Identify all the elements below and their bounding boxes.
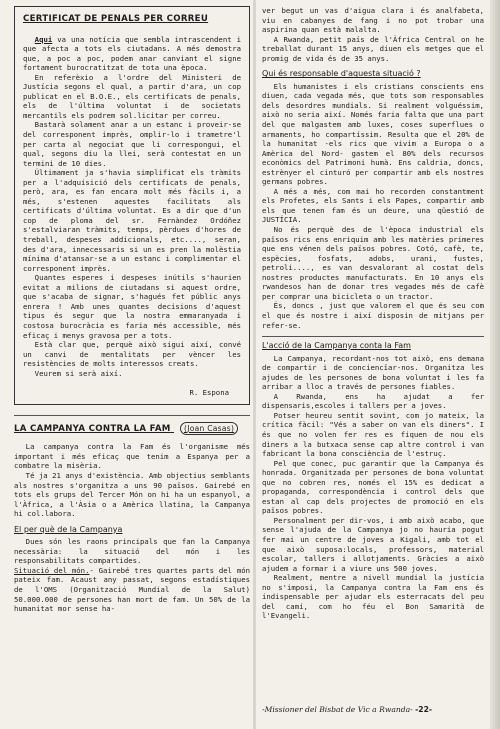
paragraph: Dues són les raons principals que fan la Campanya necessària: la situació del món i les responsabilitats compartides. bbox=[14, 537, 250, 566]
left-column bbox=[14, 6, 250, 614]
paragraph: Està clar que, perquè això sigui així, convé un canvi de mentalitats per vèncer les resistències de molts interessos creats. bbox=[23, 340, 241, 369]
paragraph: Pel que conec, puc garantir que la Campanya és honrada. Organitzada per persones de bona voluntat que no cobren res, només el 15% es dedicat a propaganda, correspondència i control dels que estan al cap dels projectes de promoció en els països pobres. bbox=[262, 458, 484, 516]
article-title bbox=[14, 424, 250, 435]
paragraph bbox=[14, 566, 250, 614]
article-certificat-box bbox=[14, 6, 250, 405]
author-name: Joan Casas bbox=[187, 423, 231, 433]
paragraph bbox=[23, 35, 241, 73]
paragraph: A Rwanda, ens ha ajudat a fer dispensaris,escoles i tallers per a joves. bbox=[262, 391, 484, 411]
paragraph: Els humanistes i els cristians conscients ens diuen, cada vegada més, que tots som responsables dels desordres mundials. Si realment volguéssim, això no seria així. Només faria falta que una part del que malgastem amb luxes, coses superflues o armaments, ho compartíssim. Resulta que el 20% de la humanitat -els rics que vivim a Europa o a Amèrica del Nord- gastem el 80% dels recursos econòmics del Patrimoni humà. Ens caldria, doncs, estrènyer el cinturó per compartir amb els nostres germans pobres. bbox=[262, 81, 484, 187]
paragraph: Personalment per dir-vos, i amb això acabo, que sense l'ajuda de la Campanya jo no hauria pogut fer mai un centre de joves a Kigali, amb tot el que això suposa:locals, professors, material escolar, tallers i allotjaments. Gràcies a això ajudem a formar i a viure uns 500 joves. bbox=[262, 515, 484, 573]
paragraph-text: - Gairebé tres quartes parts del món pateix fam. Acaust any passat, segons estadístiques de l'OMS (Organització Mundial de la Salut) 50.000.000 de persones han mort de fam. Un 50% de la humanitat mor sense ha- bbox=[14, 565, 251, 614]
lead-phrase: Situació del món. bbox=[14, 565, 90, 575]
paragraph: És, doncs , just que valorem el que és seu com el que és nostre i així disposin de mitjans per refer-se. bbox=[262, 301, 484, 330]
paragraph: No és perquè des de l'època industrial els països rics ens enriquim amb les matèries primeres que ens vénen dels països pobres. Cotó, cafè, te, espècies, fosfats, adobs, urani, fustes, petroli...., es van desvalorant al costat dels nostres productes manufacturats. En 10 anys els rwandesos han de donar tres vegades més de cafè per comprar una bicicleta o un tractor. bbox=[262, 225, 484, 301]
page-edge-shadow bbox=[490, 0, 500, 729]
subheading: El per què de la Campanya bbox=[14, 524, 123, 534]
paragraph: En referèxio a l'ordre del Ministeri de Justícia segons el qual, a partir d'ara, un cop publicat en el B.O.E., els certificats de penals, els de l'última voluntat i de societats mercantils els podrem sol.licitar per correu. bbox=[23, 72, 241, 120]
paragraph: Quantes esperes i despeses inútils s'haurien evitat a milions de ciutadans si aquest ordre, que s'acaba de signar, s'hagués fet públic anys enrera ! Amb unes quantes decisions d'aquest tipus és segur que la nostra emmaranyada i costosa burocràcia es faria més accessible, més eficaç i menys gravosa per a tots. bbox=[23, 273, 241, 340]
article-campanya bbox=[14, 415, 250, 614]
footer-credit: -Missioner del Bisbat de Vic a Rwanda- bbox=[262, 705, 413, 714]
paragraph: La Campanya, recordant-nos tot això, ens demana de compartir i de conciencïar-nos. Organitza les ajudes de les persones de bona voluntat i les fa arribar a lloc a través de persones fiables. bbox=[262, 353, 484, 392]
article-title: CERTIFICAT DE PENALS PER CORREU bbox=[23, 14, 209, 24]
author-tag: (Joan Casas) bbox=[180, 422, 238, 435]
article-title-text: LA CAMPANYA CONTRA LA FAM bbox=[14, 423, 171, 434]
lead-word: Aqui bbox=[34, 34, 53, 44]
paragraph: La campanya contra la Fam és l'organisme més important i més eficaç que tenim a Espanya per a combatre la misèria. bbox=[14, 442, 250, 471]
paragraph: Bastarà solament anar a un estanc i proveir-se del corresponent imprès, omplir-lo i trametre'l per carta al negociat que li correspongui, el qual, segons diu la llei, serà contestat en un termini de 10 dies. bbox=[23, 120, 241, 168]
paragraph: Últimament ja s'havia simplificat els tràmits per a l'adquisició dels certificats de penals, però, ara, es fan encara molt més fàcils i, a més, s'estenen aquestes facilitats als certificats d'última voluntat. Es a dir que d'un cop de ploma del sr. Fernàndez Ordóñez s'estalviaran tràmits, temps, pèrdues d'hores de treball, despeses addicionals, etc...., seran, des d'ara, innecessaris si un es pren la molèstia mínima d'atansar-se a un estanc i complimentar el corresponent imprès. bbox=[23, 168, 241, 273]
paragraph-text: va una notícia que sembla intrascendent i que afecta a tots els ciutadans. A més demostra que, a poc a poc, podem anar canviant el signe fortament burocratitzat de tota una època. bbox=[23, 34, 241, 73]
page-number-value: 22 bbox=[418, 705, 429, 714]
paragraph: ver begut un vas d'aigua clara i és analfabeta, viu en cabanyes de fang i no pot trobar una aspirina quan està malalta. bbox=[262, 6, 484, 35]
paragraph: Potser heureu sentit sovint, com jo mateix, la crítica fàcil: "Vés a saber on van els diners". I és que no volen fer res es fiquen de nou els diners a la butxaca sense cap altre control i van fabricant la bona consciència de l'estruç. bbox=[262, 410, 484, 459]
page-number: -22- bbox=[415, 705, 433, 714]
subheading: Qui és responsable d'aquesta situació ? bbox=[262, 69, 421, 79]
paragraph: Té ja 21 anys d'existència. Amb objectius semblants als nostres s'organitza a uns 90 països. Gairebé en tots els grups del Tercer Món on hi ha un espanyol, a l'Àfrica, a l'Àsia o a Amèrica llatina, la Campanya hi col.labora. bbox=[14, 470, 250, 519]
paragraph: A més a més, com mai ho recorden constantment els Profetes, els Sants i els Papes, compartir amb els que tenen fam és un deure, una qüestió de JUSTÍCIA. bbox=[262, 186, 484, 225]
paragraph: A Rwanda, petit país de l'Àfrica Central on he treballat durant 15 anys, diuen els metges que el promig de vida és de 35 anys. bbox=[262, 34, 484, 63]
divider bbox=[262, 336, 484, 337]
column-gutter bbox=[253, 0, 256, 729]
paragraph: Realment, mentre a nivell mundial la justícia no s'imposi, la Campanya contra la Fam ens és indispensable per ajudar els esterracats del peu del camí, com ho féu el Bon Samarità de l'Evangeli. bbox=[262, 573, 484, 621]
signature: R. Espona bbox=[189, 388, 229, 398]
paragraph: Veurem si serà així. bbox=[34, 368, 123, 378]
subheading: L'acció de la Campanya conta la Fam bbox=[262, 341, 411, 351]
right-column bbox=[262, 6, 484, 621]
page-footer bbox=[262, 705, 492, 714]
